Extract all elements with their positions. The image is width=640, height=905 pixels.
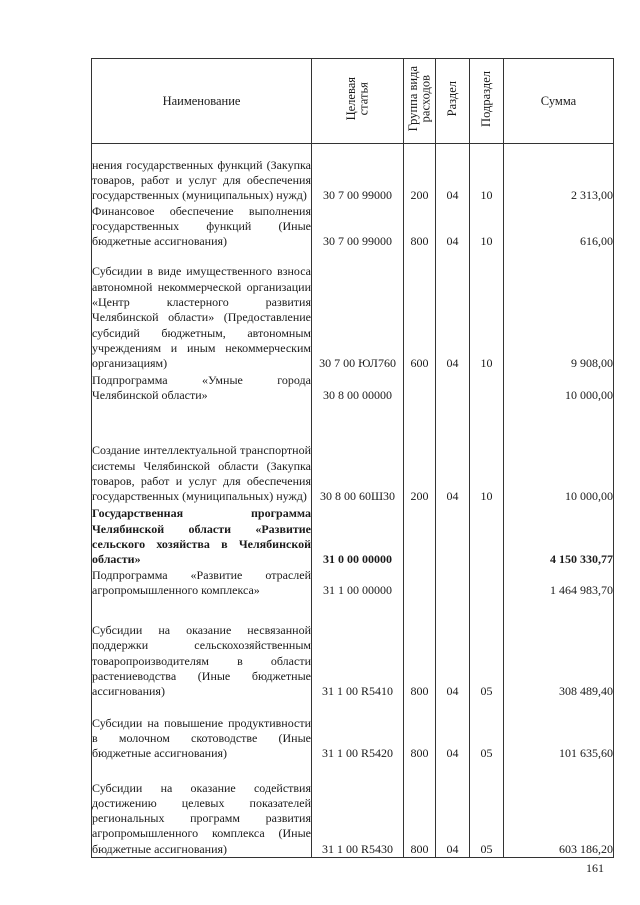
table-row (92, 762, 614, 858)
row-subsection: 10 (470, 204, 504, 250)
row-subsection (470, 505, 504, 568)
table-row (92, 599, 614, 700)
row-expense-group: 200 (404, 404, 436, 505)
table-row (92, 204, 614, 250)
row-target-article: 30 8 00 60Ш30 (312, 404, 404, 505)
row-expense-group (404, 372, 436, 404)
row-subsection (470, 372, 504, 404)
row-expense-group: 800 (404, 762, 436, 858)
row-section: 04 (436, 404, 470, 505)
header-name: Наименование (92, 59, 312, 144)
row-name: нения государственных функций (Закупка товаров, работ и услуг для обеспечения государственных (муниципальных) нужд) (92, 144, 312, 204)
row-sum: 2 313,00 (504, 144, 614, 204)
row-expense-group: 200 (404, 144, 436, 204)
row-sum: 10 000,00 (504, 372, 614, 404)
row-subsection: 10 (470, 144, 504, 204)
row-expense-group (404, 568, 436, 599)
row-section (436, 505, 470, 568)
row-target-article: 30 7 00 ЮЛ760 (312, 250, 404, 372)
table-row (92, 250, 614, 372)
header-expense-group: Группа вида расходов (404, 59, 436, 144)
row-name: Субсидии на повышение продуктивности в молочном скотоводстве (Иные бюджетные ассигнования) (92, 700, 312, 762)
table-row (92, 700, 614, 762)
table-row (92, 144, 614, 204)
row-section: 04 (436, 204, 470, 250)
row-subsection: 05 (470, 700, 504, 762)
table-row (92, 404, 614, 505)
row-expense-group: 800 (404, 204, 436, 250)
header-sum: Сумма (504, 59, 614, 144)
row-name: Подпрограмма «Умные города Челябинской области» (92, 372, 311, 403)
row-sum: 10 000,00 (504, 404, 614, 505)
row-section (436, 372, 470, 404)
row-name: Создание интеллектуальной транспортной системы Челябинской области (Закупка товаров, работ и услуг для обеспечения государственных (муниципальных) нужд) (92, 404, 312, 505)
row-subsection: 10 (470, 250, 504, 372)
row-target-article: 30 7 00 99000 (312, 144, 404, 204)
table-row (92, 505, 614, 568)
row-target-article: 31 1 00 R5410 (312, 599, 404, 700)
header-section: Раздел (436, 59, 470, 144)
row-subsection: 05 (470, 762, 504, 858)
table-row (92, 568, 614, 599)
row-sum: 4 150 330,77 (504, 505, 614, 568)
row-target-article: 31 0 00 00000 (312, 505, 404, 568)
row-section: 04 (436, 762, 470, 858)
row-target-article: 31 1 00 R5420 (312, 700, 404, 762)
row-expense-group: 800 (404, 599, 436, 700)
row-target-article: 31 1 00 00000 (312, 568, 404, 599)
row-name: Государственная программа Челябинской области «Развитие сельского хозяйства в Челябинской области» (92, 506, 311, 567)
row-name: Субсидии на оказание содействия достижению целевых показателей региональных программ развития агропромышленного комплекса (Иные бюджетные ассигнования) (92, 762, 312, 858)
row-section (436, 568, 470, 599)
row-sum: 101 635,60 (504, 700, 614, 762)
row-name: Субсидии в виде имущественного взноса автономной некоммерческой организации «Центр кластерного развития Челябинской области» (Предоставление субсидий бюджетным, автономным учреждениям и иным некоммерческим организациям) (92, 250, 312, 372)
row-sum: 603 186,20 (504, 762, 614, 858)
row-section: 04 (436, 250, 470, 372)
row-name: Подпрограмма «Развитие отраслей агропромышленного комплекса» (92, 567, 311, 598)
row-expense-group: 600 (404, 250, 436, 372)
header-target-article: Целевая статья (312, 59, 404, 144)
row-name: Субсидии на оказание несвязанной поддержки сельскохозяйственным товаропроизводителям в области растениеводства (Иные бюджетные ассигнования) (92, 599, 312, 700)
table-header-row (92, 59, 614, 144)
row-sum: 308 489,40 (504, 599, 614, 700)
row-subsection (470, 568, 504, 599)
table-row (92, 372, 614, 404)
row-sum: 1 464 983,70 (504, 568, 614, 599)
row-section: 04 (436, 700, 470, 762)
row-expense-group: 800 (404, 700, 436, 762)
row-target-article: 31 1 00 R5430 (312, 762, 404, 858)
budget-table (91, 58, 614, 858)
row-section: 04 (436, 144, 470, 204)
row-sum: 616,00 (504, 204, 614, 250)
row-target-article: 30 8 00 00000 (312, 372, 404, 404)
row-expense-group (404, 505, 436, 568)
row-target-article: 30 7 00 99000 (312, 204, 404, 250)
row-section: 04 (436, 599, 470, 700)
row-subsection: 05 (470, 599, 504, 700)
page-number: 161 (586, 861, 604, 875)
header-subsection: Подраздел (470, 59, 504, 144)
row-name: Финансовое обеспечение выполнения государственных функций (Иные бюджетные ассигнования) (92, 203, 311, 249)
row-sum: 9 908,00 (504, 250, 614, 372)
row-subsection: 10 (470, 404, 504, 505)
